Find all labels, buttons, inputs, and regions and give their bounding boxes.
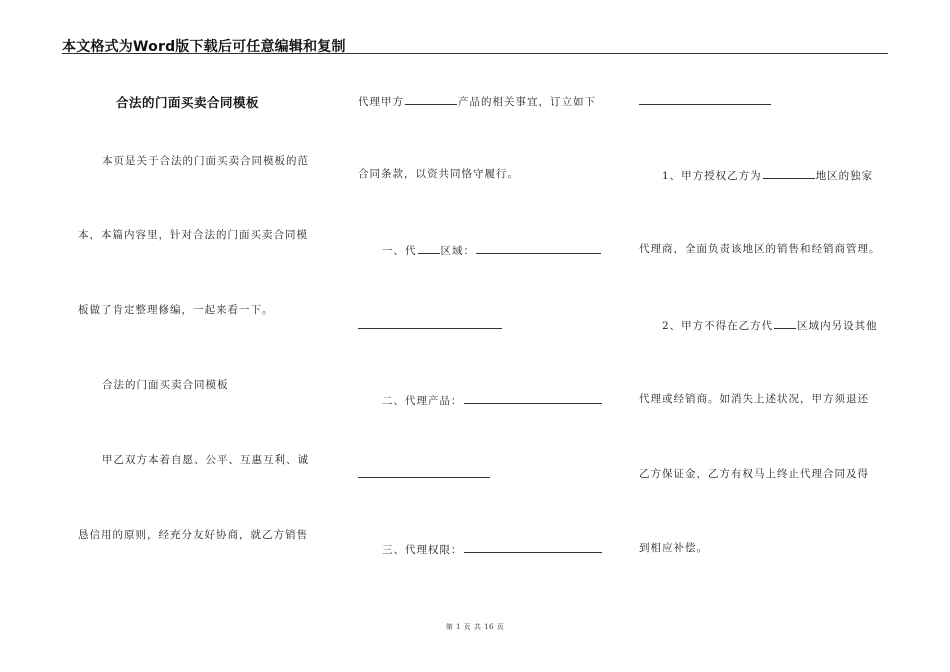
paragraph-line: 板做了肯定整理修编，一起来看一下。	[78, 304, 274, 316]
paragraph-line: 代理或经销商。如消失上述状况，甲方须退还	[639, 393, 869, 405]
clause-line	[382, 541, 603, 557]
document-title: 合法的门面买卖合同模板	[116, 95, 260, 110]
fill-blank	[464, 541, 602, 553]
clause-line	[382, 242, 602, 258]
clause-line	[662, 317, 878, 333]
page-number: 第 1 页 共 16 页	[445, 623, 505, 631]
text-span: 代理甲方	[358, 96, 404, 108]
clause-line	[382, 392, 603, 408]
clause-line	[662, 167, 873, 183]
fill-blank	[639, 104, 771, 105]
fill-blank	[405, 93, 457, 105]
document-header: 本文格式为Word版下载后可任意编辑和复制	[62, 39, 346, 55]
section-heading: 合法的门面买卖合同模板	[102, 379, 229, 391]
fill-blank	[774, 317, 796, 329]
text-span: 区域内另设其他	[797, 320, 878, 332]
paragraph-line: 恳信用的原则，经充分友好协商，就乙方销售	[78, 529, 308, 541]
paragraph-line: 代理商，全面负责该地区的销售和经销商管理。	[639, 243, 881, 255]
paragraph-line: 合同条款，以资共同恪守履行。	[358, 168, 519, 180]
text-span: 2、甲方不得在乙方代	[662, 320, 774, 332]
header-divider	[62, 53, 888, 54]
fill-blank	[418, 242, 440, 254]
text-span: 区域：	[440, 245, 475, 257]
fill-blank	[464, 392, 602, 404]
paragraph-line: 本页是关于合法的门面买卖合同模板的范	[102, 155, 309, 167]
fill-blank	[358, 477, 490, 478]
paragraph-line: 乙方保证金，乙方有权马上终止代理合同及得	[639, 468, 869, 480]
text-span: 二、代理产品：	[382, 395, 463, 407]
paragraph-line: 到相应补偿。	[639, 542, 708, 554]
paragraph-line	[358, 93, 596, 109]
text-span: 地区的独家	[815, 170, 874, 182]
paragraph-line: 本，本篇内容里，针对合法的门面买卖合同模	[78, 229, 308, 241]
fill-blank	[476, 242, 601, 254]
text-span: 产品的相关事宜，订立如下	[458, 96, 596, 108]
text-span: 1、甲方授权乙方为	[662, 170, 762, 182]
paragraph-line: 甲乙双方本着自愿、公平、互惠互利、诚	[102, 454, 309, 466]
fill-blank	[763, 167, 815, 179]
text-span: 一、代	[382, 245, 417, 257]
fill-blank	[358, 328, 502, 329]
text-span: 三、代理权限：	[382, 544, 463, 556]
